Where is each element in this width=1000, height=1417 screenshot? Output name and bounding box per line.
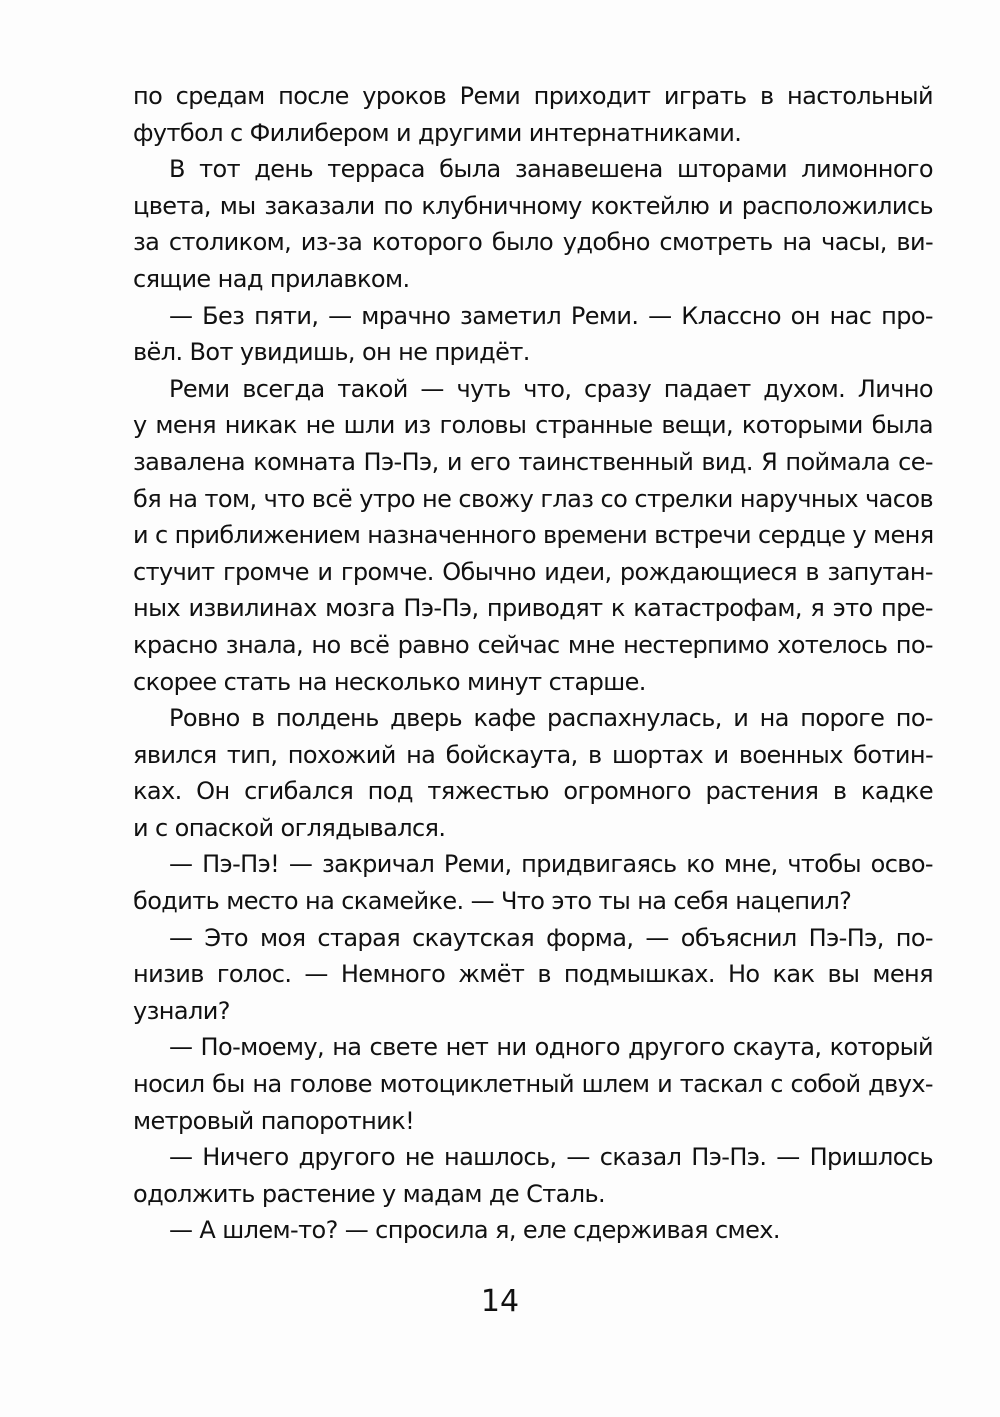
text-line: — Пэ-Пэ! — закричал Реми, придвигаясь ко мне, чтобы осво- — [169, 850, 933, 879]
text-line: — По-моему, на свете нет ни одного другого скаута, который — [169, 1033, 933, 1062]
text-line: красно знала, но всё равно сейчас мне нестерпимо хотелось по- — [133, 630, 933, 659]
text-line: — Это моя старая скаутская форма, — объяснил Пэ-Пэ, по- — [169, 923, 933, 952]
text-line: завалена комната Пэ-Пэ, и его таинственный вид. Я поймала се- — [133, 447, 933, 476]
text-line: скорее стать на несколько минут старше. — [133, 667, 646, 696]
text-line: бодить место на скамейке. — Что это ты на себя нацепил? — [133, 887, 852, 916]
page-number: 14 — [480, 1284, 520, 1319]
text-line: у меня никак не шли из головы странные вещи, которыми была — [133, 411, 933, 440]
text-line: цвета, мы заказали по клубничному коктейлю и расположились — [133, 191, 933, 220]
text-line: вёл. Вот увидишь, он не придёт. — [133, 338, 530, 367]
text-line: — Без пяти, — мрачно заметил Реми. — Классно он нас про- — [169, 301, 933, 330]
text-line: ках. Он сгибался под тяжестью огромного растения в кадке — [133, 777, 933, 806]
text-line: одолжить растение у мадам де Сталь. — [133, 1179, 606, 1208]
text-line: явился тип, похожий на бойскаута, в шортах и военных ботин- — [133, 740, 933, 769]
text-line: бя на том, что всё утро не свожу глаз со стрелки наручных часов — [133, 484, 933, 513]
text-line: Реми всегда такой — чуть что, сразу падает духом. Лично — [169, 374, 933, 403]
text-line: узнали? — [133, 996, 230, 1025]
text-line: В тот день терраса была занавешена шторами лимонного — [169, 155, 933, 184]
text-line: метровый папоротник! — [133, 1106, 415, 1135]
text-line: и с опаской оглядывался. — [133, 813, 446, 842]
text-line: носил бы на голове мотоциклетный шлем и таскал с собой двух- — [133, 1070, 933, 1099]
text-line: ных извилинах мозга Пэ-Пэ, приводят к катастрофам, я это пре- — [133, 594, 933, 623]
text-line: стучит громче и громче. Обычно идеи, рождающиеся в запутан- — [133, 557, 933, 586]
text-line: низив голос. — Немного жмёт в подмышках. Но как вы меня — [133, 960, 933, 989]
text-line: — А шлем-то? — спросила я, еле сдерживая смех. — [169, 1216, 780, 1245]
text-line: по средам после уроков Реми приходит играть в настольный — [133, 82, 933, 110]
text-line: — Ничего другого не нашлось, — сказал Пэ-Пэ. — Пришлось — [169, 1143, 933, 1172]
text-line: за столиком, из-за которого было удобно смотреть на часы, ви- — [133, 228, 933, 257]
text-line: сящие над прилавком. — [133, 264, 410, 293]
text-line: и с приближением назначенного времени встречи сердце у меня — [133, 521, 934, 550]
text-line: футбол с Филибером и другими интернатниками. — [133, 118, 742, 147]
text-line: Ровно в полдень дверь кафе распахнулась, и на пороге по- — [169, 704, 933, 733]
page-body-text — [133, 78, 933, 1249]
